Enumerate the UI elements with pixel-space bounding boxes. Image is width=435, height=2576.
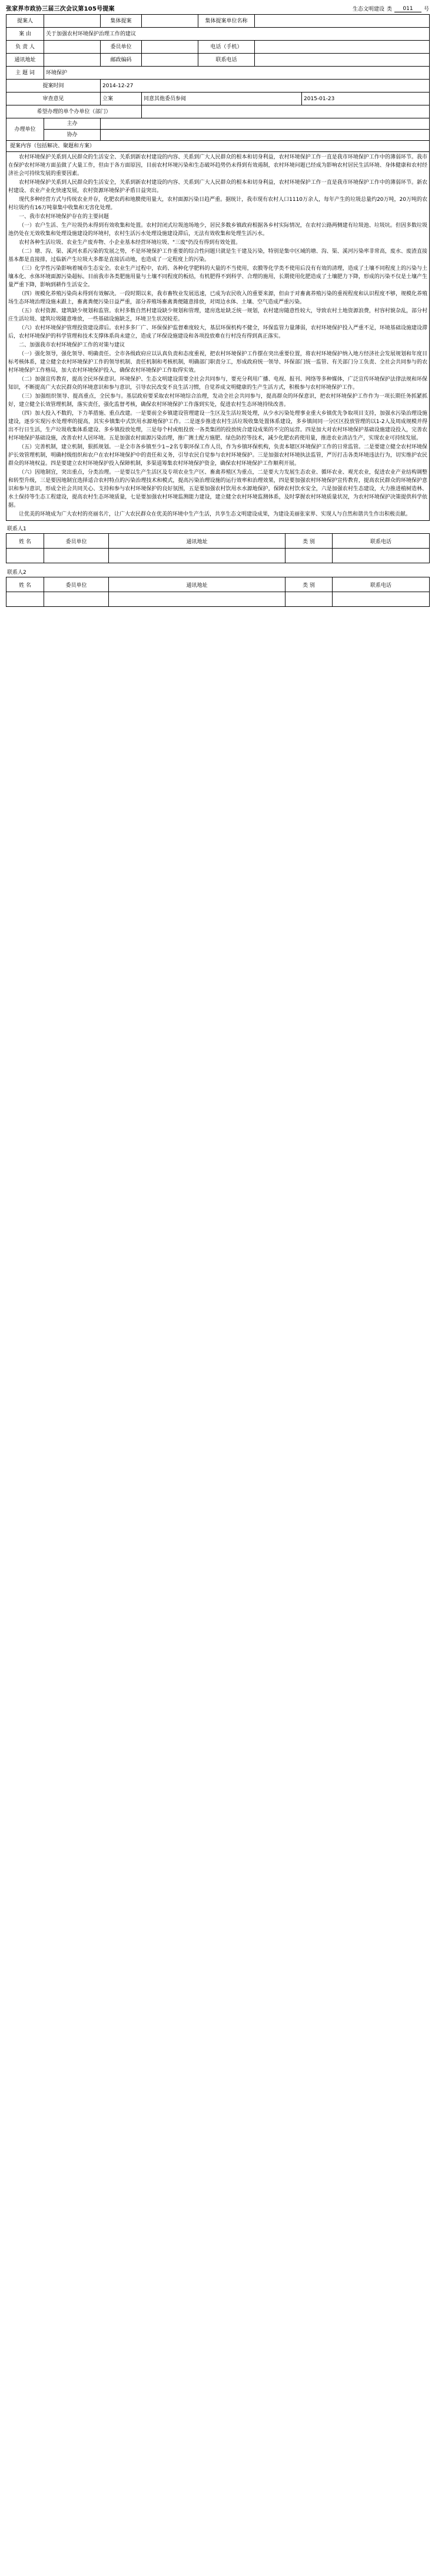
contact-header-row-1 [6, 534, 430, 549]
body-paragraph: （一）农户生活、生产垃圾仍未得到有效收集和处置。农村封闭式垃圾池场地少，居民多数乡镇政府根据各乡村实际情况，在农村公路两侧建有垃圾池、垃圾坑。但因多数垃圾池仍处在无效收集和处理设施建设的环境村，农村生活污水处理设施建设滞后，无法有效收集和处理生活污水。 [8, 223, 428, 237]
proposer-value [44, 15, 101, 28]
contact-col-address: 通讯地址 [109, 534, 285, 549]
handling-unit-label: 办理单位 [6, 118, 44, 141]
collective-value [142, 15, 198, 28]
contact2-name-value [6, 592, 44, 607]
row-address [6, 54, 430, 67]
contact2-type-value [285, 592, 333, 607]
body-paragraph: （六）农村环境保护管理投资建设滞后。农村多多厂广、环保保护监督难度较大，基层环保机构不健全，环保监管力量薄弱，农村环境保护投入严重不足，环境基础设施建设滞后，农村环境保护的科学管理和技术支撑体系尚未建立，造成了环保设施建设和各项投放难在行村没有得到真正落实。 [8, 325, 428, 339]
contact2-col-name: 姓 名 [6, 577, 44, 592]
row-content-label [6, 141, 430, 152]
co-handler-label: 协办 [44, 130, 101, 141]
case-value: 关于加强农村环境保护治理工作的建议 [44, 28, 430, 41]
document-header [6, 4, 429, 12]
row-content-body [6, 152, 430, 521]
contact-table-1 [6, 533, 430, 563]
contact2-col-phone: 联系电话 [333, 577, 430, 592]
main-handler-label: 主办 [44, 118, 101, 130]
proposal-body [6, 152, 430, 521]
contact-name-value [6, 549, 44, 563]
contact-address-value [109, 549, 285, 563]
header-meta [353, 5, 429, 12]
row-review [6, 93, 430, 105]
body-paragraph: （二）塘、沟、渠、溪河水系污染的发展之势，不是环境保护工作重要的综合性问题只就是生干建及污染，特别是集中区域的塘、沟、渠、溪河污染率非常高，废水、废渣直接基本都是直接排，过临新产生垃圾大多都是直接活动地，也造成了一定程度上的污染。 [8, 249, 428, 263]
body-paragraph: （四）加大投入不数的，下力革措施、重点改建。一是要前全乡镇建设管理建设一生区及生活垃圾处理，从少水污染处理事业重大乡镇优先争取项目支持，加强水污染治理设施建设，逐步实现污水处理率的提高，其实乡镇集中式饮用水源地保护工作。二是逐步推进农村生活垃圾收集处置体系建设，多乡镇间同一分区区投放管理的以1-2人及周成规模并得出不行日生活，生产垃圾收集体系建设、多乡镇投放处理，三是每个村或组投放一各类集团的投放统合建设成果的不完的运营。四是加大对农村环境保护基础设施建设投入，完善农村环境保护基础设施，改善农村人居环境。五是加强农村面源污染治理，推广测土配方施肥、绿色防控等技术，减少化肥农药使用量，推进农业清洁生产，实现农业可持续发展。 [8, 411, 428, 441]
proposal-form-table [6, 14, 430, 521]
contact-value-row-2 [6, 592, 430, 607]
collective-label: 集体提案 [101, 15, 142, 28]
contact2-col-unit: 委员单位 [44, 577, 109, 592]
number-value: 011 [394, 6, 421, 12]
address-label: 通讯地址 [6, 54, 44, 67]
contact-header-row-2 [6, 577, 430, 592]
body-paragraph-list [8, 153, 427, 518]
review-label: 审查意见 [6, 93, 101, 105]
review-status: 立案 [101, 93, 142, 105]
submit-date-value: 2014-12-27 [101, 80, 430, 93]
phone-value [255, 41, 430, 54]
body-paragraph: （五）完善机制，建立机制，狠抓规划。一是全市各乡镇至少1~2名专职环保工作人员，作为乡镇环保机构，负责本辖区环境保护工作的日常监管。二是要建立健全农村环境保护长效管理机制，明确村级组织和农户在农村环境保护中的责任和义务，引导农民自觉参与农村环境保护。三是加强农村环境执法监管，严厉打击各类环境违法行为，切实维护农民群众的环境权益。四是要建立农村环境保护投入保障机制，多渠道筹集农村环境保护资金，确保农村环境保护工作顺利开展。 [8, 444, 428, 467]
contact2-phone-value [333, 592, 430, 607]
row-handling-unit [6, 118, 430, 130]
body-paragraph: （二）加强宣传教育，提高全民环保意识。环境保护、生态文明建设需要全社会共同参与，要充分利用广播、电视、报刊、网络等多种媒体，广泛宣传环境保护法律法规和环保知识，不断提高广大农民群众的环境意识和参与意识，引导农民改变不良生活习惯，自觉养成文明健康的生产生活方式，积极参与农村环境保护工作。 [8, 377, 428, 391]
contact2-unit-value [44, 592, 109, 607]
submit-date-label: 提案时间 [6, 80, 101, 93]
collective-unit-value [255, 15, 430, 28]
body-paragraph: （五）农村资源、建筑缺少规划和监管。农村多数自然村建设缺少规划和管理，建房选址缺乏统一规划，农村建房随意性较大，导致农村土地资源浪费，村容村貌杂乱，部分村庄生活垃圾、建筑垃圾随意堆放，一些基础设施缺乏，环境卫生状况较差。 [8, 308, 428, 322]
body-paragraph: （一）强化领导，强化领导、明确责任。全市各级政府应以认真负责和态度重视，把农村环境保护工作摆在突出重要位置，将农村环境保护纳入地方经济社会发展规划和年度目标考核体系，建立健全农村环境保护工作的领导机制、责任机制和考核机制，明确部门职责分工，形成政府统一领导、环保部门统一监管、有关部门分工负责、全社会共同参与的农村环境保护工作格局，加大农村环境保护投入，确保农村环境保护工作取得实效。 [8, 351, 428, 374]
body-paragraph: （三）加强组织领导、提高重点，全民参与。基层政府要采取农村环境综合治理，发动全社会共同参与，提高群众的环保意识，把农村环境保护工作作为一项长期任务抓紧抓好，建立健全长效管理机制，落实责任，强化监督考核，确保农村环境保护工作落到实处，促进农村生态环境持续改善。 [8, 394, 428, 408]
contact-table-2 [6, 577, 430, 607]
phone-label: 电话（手机） [198, 41, 255, 54]
postcode-value [142, 54, 198, 67]
contact-phone-label: 联系电话 [198, 54, 255, 67]
body-paragraph: 农村各种生活垃圾、农业生产废弃物、小企业基本经营环境垃圾、"三废"仍没有得到有效处置。 [19, 240, 241, 246]
body-paragraph: 让优美的环境成为广大农村的亮丽名片，让广大农民群众在优美的环境中生产生活，共享生态文明建设成果，为建设美丽张家界、实现人与自然和谐共生作出积极贡献。 [19, 511, 411, 517]
postcode-label: 邮政编码 [101, 54, 142, 67]
body-paragraph: （四）规模化养殖污染尚未得到有效解决。一段时期以来，我市畜牧业发展迅速，已成为农民收入的重要来源，但由于对畜禽养殖污染的重视程度和认识程度不够，规模化养殖场生态环境治理设施未跟上，畜禽粪便污染日益严重，部分养殖场畜禽粪便随意排放，对周边水体、土壤、空气造成严重污染。 [8, 291, 428, 305]
contact2-address-value [109, 592, 285, 607]
row-handling-wish [6, 105, 430, 118]
row-co-handling-unit [6, 130, 430, 141]
body-paragraph: 现代多种经营方式与传统农业并存，化肥农药和地膜使用量大，农村面源污染日趋严重。据统计，我市现有农村人口1110万余人，每年产生的垃圾总量约20万吨，20万吨的农村垃圾约有16万吨靠集中收集和无害化处理。 [8, 197, 428, 211]
case-label: 案 由 [6, 28, 44, 41]
handling-wish-label: 希望办理的单个办单位（部门） [6, 105, 142, 118]
contact2-col-address: 通讯地址 [109, 577, 285, 592]
contact-value-row-1 [6, 549, 430, 563]
row-proposer [6, 15, 430, 28]
content-label: 提案内容（包括解决、聚题和方案） [6, 141, 430, 152]
address-value [44, 54, 101, 67]
contact-type-value [285, 549, 333, 563]
contact-col-name: 姓 名 [6, 534, 44, 549]
body-paragraph: 农村环境保护关系到人民群众的生活安全，关系到新农村建设的内容、关系到广大人民群众的根本和切身利益，农村环境保护工作一直是我市环境保护工作中的薄弱环节。新农村建设、农业产业化快速发展，农村资源环境保护矛盾日益突出。 [8, 180, 428, 194]
body-paragraph: 一、我市农村环境保护存在的主要问题 [19, 214, 109, 220]
contact-phone-value [255, 54, 430, 67]
charge-label: 负 责 人 [6, 41, 44, 54]
handling-wish-value [142, 105, 430, 118]
category-value: 类 [386, 6, 392, 12]
row-case [6, 28, 430, 41]
body-paragraph: 农村环境保护关系到人民群众的生活安全、关系到新农村建设的内容、关系到广大人民群众的根本和切身利益，农村环境保护工作一直是我市环境保护工作中的薄弱环节。我市在保护农村环境方面虽做了大量工作，但由于各方面原因，目前农村环境污染和生态破坏趋势仍未得到有效遏制，农村环境问题已经成为影响农村居民生活环境、身体健康和农村经济社会可持续发展的重要因素。 [8, 154, 428, 177]
contact-col-phone: 联系电话 [333, 534, 430, 549]
contact-unit-value [44, 549, 109, 563]
page-title: 张家界市政协三届三次会议第105号提案 [6, 6, 115, 12]
body-paragraph: 二、加强我市农村环境保护工作的对策与建议 [19, 342, 125, 348]
work-unit-value [142, 41, 198, 54]
proposer-label: 提案人 [6, 15, 44, 28]
category-label: 生态文明建设 [352, 6, 384, 12]
keyword-label: 主 题 词 [6, 67, 44, 80]
row-keyword [6, 67, 430, 80]
work-unit-label: 委员单位 [101, 41, 142, 54]
contact-col-type: 类 别 [285, 534, 333, 549]
contact2-col-type: 类 别 [285, 577, 333, 592]
collective-unit-label: 集体提案单位名称 [198, 15, 255, 28]
main-handler-value [101, 118, 430, 130]
body-paragraph: （六）因地制宜，突出重点，分类治理。一是要以生产生活区及专项农业生产区、畜禽养殖区为重点，二是要大力发展生态农业、循环农业、观光农业，促进农业产业结构调整和转型升级，三是要因地制宜选择适合农村特点的污染治理技术和模式，提高污染治理设施的运行效率和治理效果，四是要加强农村环境保护宣传教育，提高农民群众的环境保护意识和参与意识，形成全社会共同关心、支持和参与农村环境保护的良好氛围，五是要加强农村饮用水水源地保护，保障农村饮水安全，六是加强农村生态建设，大力推进植树造林、水土保持等生态工程建设，提高农村生态环境质量，七是要加强农村环境监测能力建设，建立健全农村环境监测体系，及时掌握农村环境质量状况，为农村环境保护决策提供科学依据。 [8, 470, 428, 508]
contact-section-1-title: 联系人1 [7, 526, 26, 532]
co-handler-value [101, 130, 430, 141]
document-page [0, 0, 435, 617]
number-suffix: 号 [423, 6, 429, 12]
contact-col-unit: 委员单位 [44, 534, 109, 549]
review-note: 同意其他委员参阅 [142, 93, 302, 105]
contact-section-2-title: 联系人2 [7, 570, 26, 576]
row-charge [6, 41, 430, 54]
charge-value [44, 41, 101, 54]
body-paragraph: （三）化学性污染影响着城市生态安全。农业生产过程中，农药、各种化学肥料的大量的不当使用，农膜等化学类不使用后没有有效的清理，造成了土壤不同程度上的污染与土壤本化、水体环境面源污染超标。目前我市各类肥施用量与土壤不同程度的板结，有机肥得不到科学、合理的施用，长期使用化肥造成了土壤肥力下降，形成的污染不仅是土壤产生量严重下降，影响到耕作生活安全。 [8, 266, 428, 288]
review-date: 2015-01-23 [302, 93, 430, 105]
row-submit-date [6, 80, 430, 93]
contact-phone-value [333, 549, 430, 563]
keyword-value: 环境保护 [44, 67, 430, 80]
